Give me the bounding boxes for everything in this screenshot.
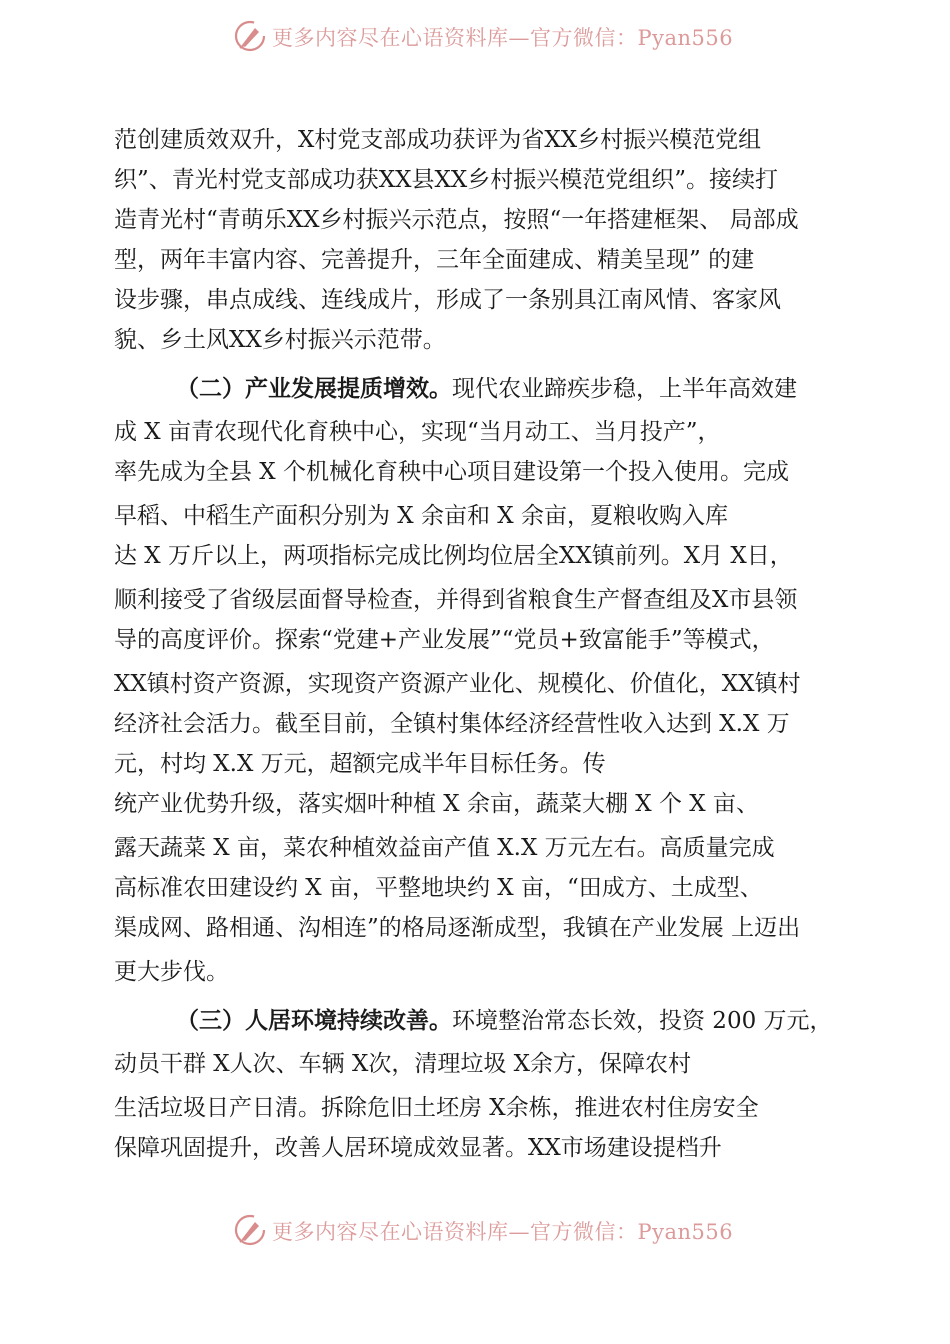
text-line: 高标准农田建设约 X 亩，平整地块约 X 亩，“田成方、土成型、 (114, 875, 763, 901)
pen-nib-logo-icon (232, 18, 268, 54)
text-line: 型，两年丰富内容、完善提升，三年全面建成、精美呈现” 的建 (114, 247, 755, 273)
text-line: 早稻、中稻生产面积分别为 X 余亩和 X 余亩，夏粮收购入库 (114, 503, 728, 529)
paragraph-1 (114, 120, 854, 360)
text-line: 渠成网、路相通、沟相连”的格局逐渐成型，我镇在产业发展 上迈出 (114, 915, 801, 941)
pen-nib-logo-icon (232, 1212, 268, 1248)
text-run: 现代农业蹄疾步稳，上半年高效建 (452, 376, 797, 402)
text-line: 经济社会活力。截至目前，全镇村集体经济经营性收入达到 X.X 万 (114, 711, 790, 737)
text-run: 环境整治常态长效，投资 200 万元， (452, 1008, 833, 1034)
watermark-banner-top (0, 16, 950, 56)
text-line: 露天蔬菜 X 亩，菜农种植效益亩产值 X.X 万元左右。高质量完成 (114, 835, 775, 861)
text-line: 率先成为全县 X 个机械化育秧中心项目建设第一个投入使用。完成 (114, 459, 789, 485)
watermark-banner-bottom (0, 1210, 950, 1250)
paragraph-first-line (114, 366, 854, 412)
text-line: 统产业优势升级，落实烟叶种植 X 余亩，蔬菜大棚 X 个 X 亩、 (114, 791, 759, 817)
text-line: 貌、乡土风XX乡村振兴示范带。 (114, 327, 446, 353)
text-line: XX镇村资产资源，实现资产资源产业化、规模化、价值化，XX镇村 (114, 671, 801, 697)
paragraph-2 (114, 366, 854, 992)
text-line: 织”、青光村党支部成功获XX县XX乡村振兴模范党组织”。接续打 (114, 167, 779, 193)
paragraph-3 (114, 998, 854, 1168)
text-line: 达 X 万斤以上，两项指标完成比例均位居全XX镇前列。X月 X日， (114, 543, 793, 569)
text-line: 更大步伐。 (114, 959, 229, 985)
watermark-text: 更多内容尽在心语资料库—官方微信：Pyan556 (272, 26, 734, 50)
text-line: 元，村均 X.X 万元，超额完成半年目标任务。传 (114, 751, 606, 777)
text-line: 设步骤，串点成线、连线成片，形成了一条别具江南风情、客家风 (114, 287, 781, 313)
section-heading: （二）产业发展提质增效。 (176, 376, 452, 402)
text-line: 导的高度评价。探索“党建+产业发展”“党员+致富能手”等模式， (114, 627, 775, 653)
paragraph-first-line (114, 998, 854, 1044)
document-body (114, 120, 854, 1168)
text-line: 顺利接受了省级层面督导检查，并得到省粮食生产督查组及X市县领 (114, 587, 798, 613)
text-line: 生活垃圾日产日清。拆除危旧土坯房 X余栋，推进农村住房安全 (114, 1095, 759, 1121)
text-line: 造青光村“青萌乐XX乡村振兴示范点，按照“一年搭建框架、 局部成 (114, 207, 799, 233)
section-heading: （三）人居环境持续改善。 (176, 1008, 452, 1034)
text-line: 成 X 亩青农现代化育秧中心，实现“当月动工、当月投产”， (114, 419, 721, 445)
text-line: 动员干群 X人次、车辆 X次，清理垃圾 X余方，保障农村 (114, 1051, 692, 1077)
text-line: 范创建质效双升，X村党支部成功获评为省XX乡村振兴模范党组 (114, 127, 762, 153)
text-line: 保障巩固提升，改善人居环境成效显著。XX市场建设提档升 (114, 1135, 722, 1161)
watermark-text: 更多内容尽在心语资料库—官方微信：Pyan556 (272, 1220, 734, 1244)
